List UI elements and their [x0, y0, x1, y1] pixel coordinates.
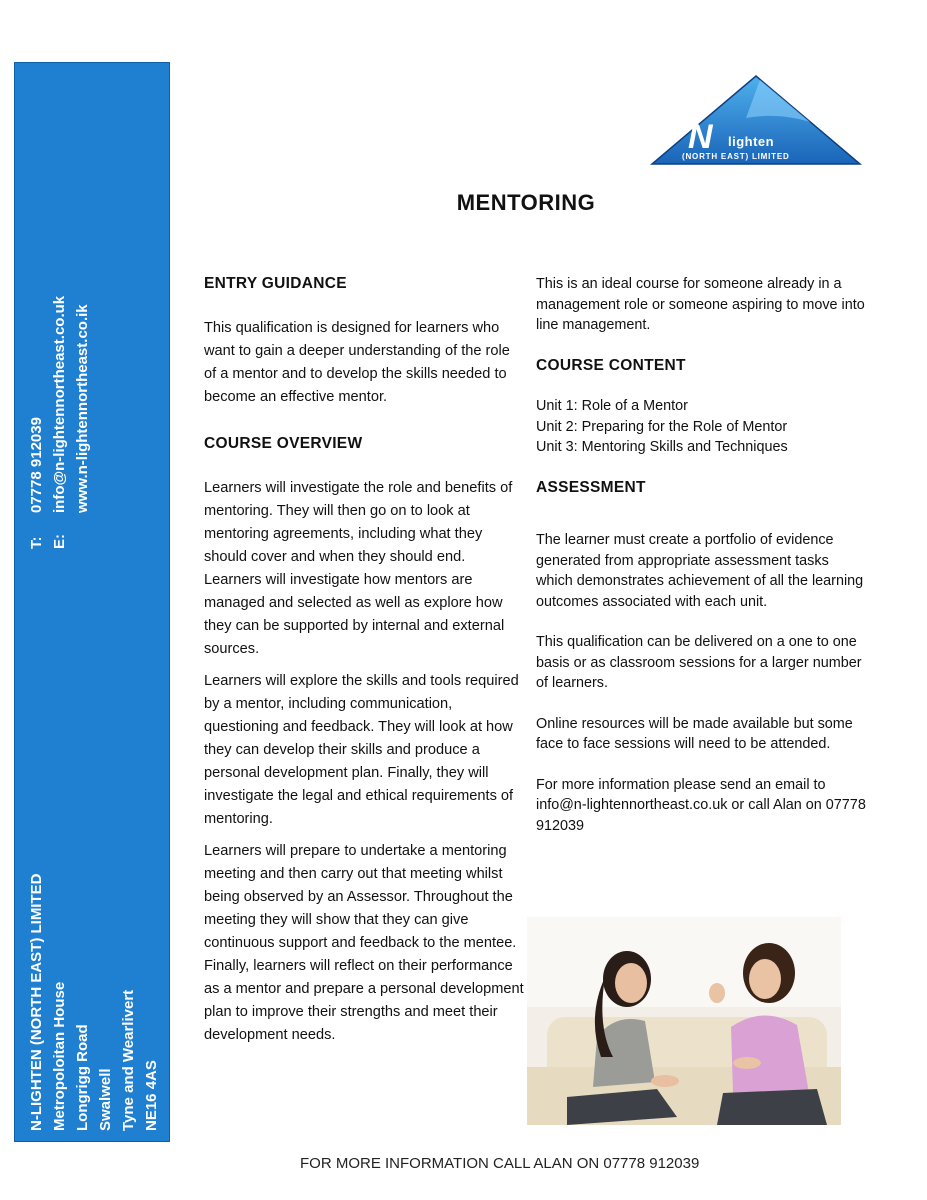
unit-1: Unit 1: Role of a Mentor	[536, 398, 688, 414]
address-line-building: Metropoloitan House	[51, 981, 68, 1131]
email-label: E:	[51, 534, 68, 549]
assessment-paragraph-3: Online resources will be made available but some face to face sessions will need to be attended.	[536, 715, 853, 752]
logo-subtitle: (NORTH EAST) LIMITED	[682, 152, 790, 161]
entry-guidance-text: This qualification is designed for learners who want to gain a deeper understanding of the role of a mentor and to develop the skills needed to become an effective mentor.	[204, 320, 510, 405]
contact-sidebar	[14, 62, 170, 1142]
course-content-heading: COURSE CONTENT	[536, 356, 686, 374]
address-line-county: Tyne and Wearlivert	[120, 989, 137, 1131]
address-line-street: Longrigg Road	[74, 1024, 91, 1131]
logo-letter: N	[688, 118, 713, 156]
entry-guidance-heading: ENTRY GUIDANCE	[204, 275, 347, 292]
course-overview-heading: COURSE OVERVIEW	[204, 435, 363, 452]
right-column	[536, 274, 866, 836]
overview-paragraph-1: Learners will investigate the role and benefits of mentoring. They will then go on to look at mentoring agreements, including what they should cover and when they should end. Learners will investigate how mentors are managed and selected as well as explore how they can be supported by internal and external sources.	[204, 480, 513, 657]
sidebar-rotated-content	[17, 67, 167, 1137]
phone-label: T:	[28, 536, 45, 549]
contact-paragraph: For more information please send an email to info@n-lightennortheast.co.uk or call Alan on 07778 912039	[536, 776, 866, 834]
phone-row	[25, 89, 48, 549]
mentoring-photo	[527, 917, 841, 1125]
address-line-postcode: NE16 4AS	[143, 1060, 160, 1131]
address-line-town: Swalwell	[97, 1068, 114, 1131]
email-link[interactable]: info@n-lightennortheast.co.uk	[51, 295, 68, 513]
logo-word: lighten	[728, 134, 775, 149]
overview-paragraph-2: Learners will explore the skills and tools required by a mentor, including communication, questioning and feedback. They will look at how they can develop their skills and produce a personal development plan. Finally, they will investigate the legal and ethical requirements of mentoring.	[204, 673, 519, 827]
company-address	[25, 571, 163, 1131]
overview-paragraph-3: Learners will prepare to undertake a mentoring meeting and then carry out that meeting whilst being observed by an Assessor. Throughout the meeting they will show that they can give continuous support and feedback to the mentee. Finally, learners will reflect on their performance as a mentor and prepare a personal development plan to improve their strengths and meet their development needs.	[204, 843, 524, 1043]
phone-number[interactable]: 07778 912039	[28, 417, 45, 513]
left-column	[204, 272, 524, 1047]
page-title: MENTORING	[456, 190, 596, 215]
assessment-heading: ASSESSMENT	[536, 478, 646, 496]
email-row	[48, 89, 71, 549]
footer-callout: FOR MORE INFORMATION CALL ALAN ON 07778 912039	[300, 1155, 700, 1172]
website-link[interactable]: www.n-lightennortheast.co.ik	[74, 304, 91, 513]
website-row	[71, 89, 94, 549]
assessment-paragraph-1: The learner must create a portfolio of evidence generated from appropriate assessment tasks which demonstrates achievement of all the learning outcomes associated with each unit.	[536, 532, 864, 610]
address-line-company: N-LIGHTEN (NORTH EAST) LIMITED	[28, 873, 45, 1131]
unit-3: Unit 3: Mentoring Skills and Techniques	[536, 439, 788, 455]
intro-text: This is an ideal course for someone already in a management role or someone aspiring to move into line management.	[536, 276, 865, 333]
contact-details	[25, 89, 94, 549]
unit-2: Unit 2: Preparing for the Role of Mentor	[536, 418, 788, 435]
assessment-paragraph-2: This qualification can be delivered on a one to one basis or as classroom sessions for a larger number of learners.	[536, 634, 862, 691]
